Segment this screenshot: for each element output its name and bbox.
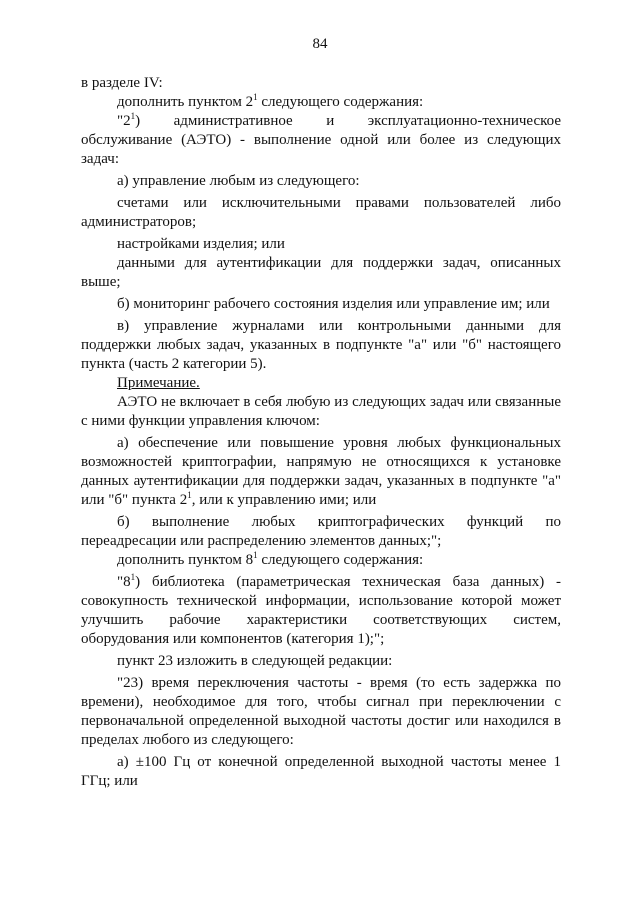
paragraph-note-b: б) выполнение любых криптографических функций по переадресации или распределению элементов данных;";: [81, 514, 561, 549]
paragraph-subpoint-b: б) мониторинг рабочего состояния изделия или управление им; или: [117, 296, 550, 312]
paragraph-definition-switching-time: "23) время переключения частоты - время (то есть задержка по времени), необходимое для того, чтобы сигнал при переключении с первоначальной определенной выходной частоты достиг или находился в пределах любого из следующего:: [81, 675, 561, 748]
paragraph-subpoint-a: а) управление любым из следующего:: [117, 173, 360, 189]
paragraph-switching-a: а) ±100 Гц от конечной определенной выходной частоты менее 1 ГГц; или: [81, 754, 561, 789]
paragraph-note-text: АЭТО не включает в себя любую из следующих задач или связанные с ними функции управления ключом:: [81, 394, 561, 429]
document-body: [81, 74, 561, 791]
paragraph-auth-data: данными для аутентификации для поддержки задач, описанных выше;: [81, 255, 561, 290]
paragraph-accounts: счетами или исключительными правами пользователей либо администраторов;: [81, 195, 561, 230]
paragraph-settings: настройками изделия; или: [117, 236, 285, 252]
page-number: 84: [312, 36, 328, 52]
paragraph-note-a: а) обеспечение или повышение уровня любых функциональных возможностей криптографии, напрямую не относящихся к установке данных аутентификации для поддержки задач, указанных в подпункте "а" или "б" пункта $2^1$, или к управлению ими; или: [81, 435, 561, 508]
paragraph-point-23: пункт 23 изложить в следующей редакции:: [117, 653, 393, 669]
paragraph-section-heading: в разделе IV:: [81, 75, 163, 91]
paragraph-add-point-8-1: дополнить пунктом $8^1$ следующего содержания:: [117, 550, 424, 568]
paragraph-definition-aeto: "$2^1$) административное и эксплуатационно-техническое обслуживание (АЭТО) - выполнение одной или более из следующих задач:: [81, 111, 561, 167]
paragraph-subpoint-v: в) управление журналами или контрольными данными для поддержки любых задач, указанных в подпункте "а" или "б" настоящего пункта (часть 2 категории 5).: [81, 318, 561, 372]
paragraph-note-heading: Примечание.: [117, 375, 200, 391]
paragraph-add-point-2-1: дополнить пунктом $2^1$ следующего содержания:: [117, 92, 424, 110]
paragraph-definition-library: "$8^1$) библиотека (параметрическая техническая база данных) - совокупность технической информации, использование которой может улучшить рабочие характеристики соответствующих систем, оборудования или компонентов (категория 1);";: [81, 572, 561, 647]
